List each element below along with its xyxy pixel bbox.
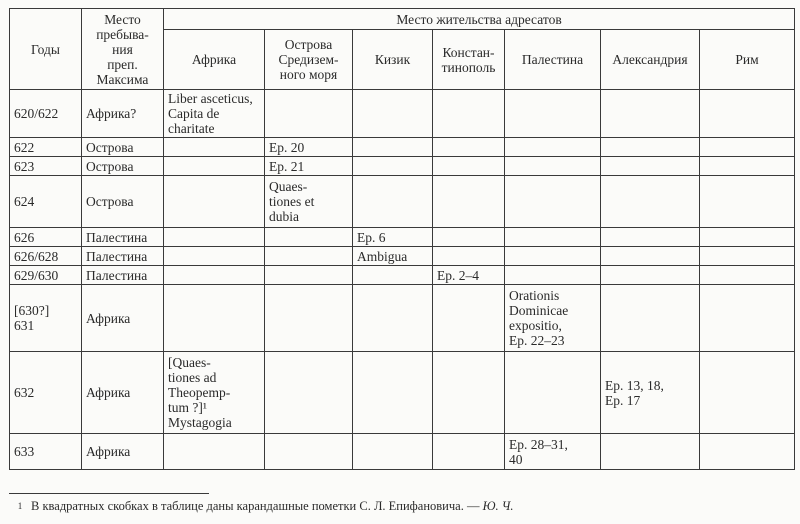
addressee-cell [601,228,700,247]
table-row [10,266,795,285]
header-col-constantinople: Констан- тинополь [433,30,505,90]
addressee-cell [265,352,353,434]
addressee-cell [433,90,505,138]
table-row [10,247,795,266]
addressee-cell [353,352,433,434]
addressee-cell [265,434,353,470]
addressee-cell: Ep. 2–4 [433,266,505,285]
addressee-cell [601,266,700,285]
table-row [10,352,795,434]
addressee-cell [505,157,601,176]
addressee-cell [601,285,700,352]
addressee-cell [700,285,795,352]
addressee-cell: Ep. 6 [353,228,433,247]
year-cell: [630?] 631 [10,285,82,352]
header-years: Годы [10,9,82,90]
addressee-cell [164,228,265,247]
addressee-cell [433,285,505,352]
header-location: Место пребыва- ния преп. Максима [82,9,164,90]
addressee-cell [505,247,601,266]
addressee-cell [265,285,353,352]
header-col-africa: Африка [164,30,265,90]
year-cell: 629/630 [10,266,82,285]
addressee-cell: Ep. 20 [265,138,353,157]
place-cell: Африка? [82,90,164,138]
addressee-cell [164,266,265,285]
addressee-cell: [Quaes- tiones ad Theopemp- tum ?]¹ Mystagogia [164,352,265,434]
place-cell: Палестина [82,266,164,285]
addressee-cell [700,266,795,285]
header-addressees-group: Место жительства адресатов [164,9,795,30]
addressee-cell [265,247,353,266]
addressee-cell: Liber asceticus, Capita de charitate [164,90,265,138]
header-col-alexandria: Александрия [601,30,700,90]
table-row [10,228,795,247]
year-cell: 633 [10,434,82,470]
addressee-cell [353,138,433,157]
addressee-cell [353,90,433,138]
addressee-cell [353,285,433,352]
addressee-cell [433,157,505,176]
addressee-cell [433,352,505,434]
addressee-cell [601,90,700,138]
addressee-cell [164,434,265,470]
table-row [10,157,795,176]
addressee-cell [353,176,433,228]
table-row [10,176,795,228]
table-row [10,90,795,138]
header-col-palestine: Палестина [505,30,601,90]
addressee-cell [700,176,795,228]
table-row [10,138,795,157]
addressee-cell [601,434,700,470]
addressee-cell [433,228,505,247]
addressee-cell [164,157,265,176]
addressee-cell: Ep. 13, 18, Ep. 17 [601,352,700,434]
addressee-cell [353,434,433,470]
year-cell: 626/628 [10,247,82,266]
addressee-cell [505,352,601,434]
addressee-cell [164,285,265,352]
addressee-cell [164,138,265,157]
addressee-cell [601,138,700,157]
addressee-cell [433,247,505,266]
footnote-author: Ю. Ч. [482,499,514,513]
place-cell: Африка [82,352,164,434]
addressee-cell [353,266,433,285]
addressee-cell [164,247,265,266]
place-cell: Палестина [82,247,164,266]
place-cell: Острова [82,138,164,157]
place-cell: Африка [82,434,164,470]
addressee-cell [505,138,601,157]
year-cell: 622 [10,138,82,157]
addressee-cell [433,138,505,157]
addressee-cell [505,266,601,285]
addressee-cell [601,247,700,266]
header-col-rome: Рим [700,30,795,90]
footnote-divider [9,493,209,494]
addressee-cell: Ep. 21 [265,157,353,176]
year-cell: 624 [10,176,82,228]
place-cell: Палестина [82,228,164,247]
header-col-islands: Острова Средизем- ного моря [265,30,353,90]
addressee-cell [433,176,505,228]
header-row-top [10,9,795,30]
addressee-cell [505,90,601,138]
addressee-cell [700,247,795,266]
addressee-cell [433,434,505,470]
addressee-cell [700,138,795,157]
addressee-cell [265,228,353,247]
addressee-cell: Ep. 28–31, 40 [505,434,601,470]
addressee-cell [601,157,700,176]
header-col-cyzicus: Кизик [353,30,433,90]
addressee-cell [700,90,795,138]
addressee-cell [601,176,700,228]
addressee-cell [505,228,601,247]
year-cell: 623 [10,157,82,176]
footnote-text: В квадратных скобках в таблице даны карандашные пометки С. Л. Епифановича. — [31,499,480,513]
place-cell: Африка [82,285,164,352]
place-cell: Острова [82,157,164,176]
year-cell: 626 [10,228,82,247]
year-cell: 620/622 [10,90,82,138]
addressee-cell: Orationis Dominicae expositio, Ep. 22–23 [505,285,601,352]
place-cell: Острова [82,176,164,228]
addressee-cell [164,176,265,228]
addressee-cell [353,157,433,176]
table-row [10,434,795,470]
footnote-mark: 1 [17,501,23,511]
addressee-cell [265,266,353,285]
year-cell: 632 [10,352,82,434]
footnote [9,499,794,514]
addressee-cell [700,157,795,176]
chronology-table [9,8,795,470]
addressee-cell [700,434,795,470]
addressee-cell [505,176,601,228]
addressee-cell: Ambigua [353,247,433,266]
addressee-cell [700,352,795,434]
table-row [10,285,795,352]
addressee-cell [700,228,795,247]
addressee-cell: Quaes- tiones et dubia [265,176,353,228]
addressee-cell [265,90,353,138]
